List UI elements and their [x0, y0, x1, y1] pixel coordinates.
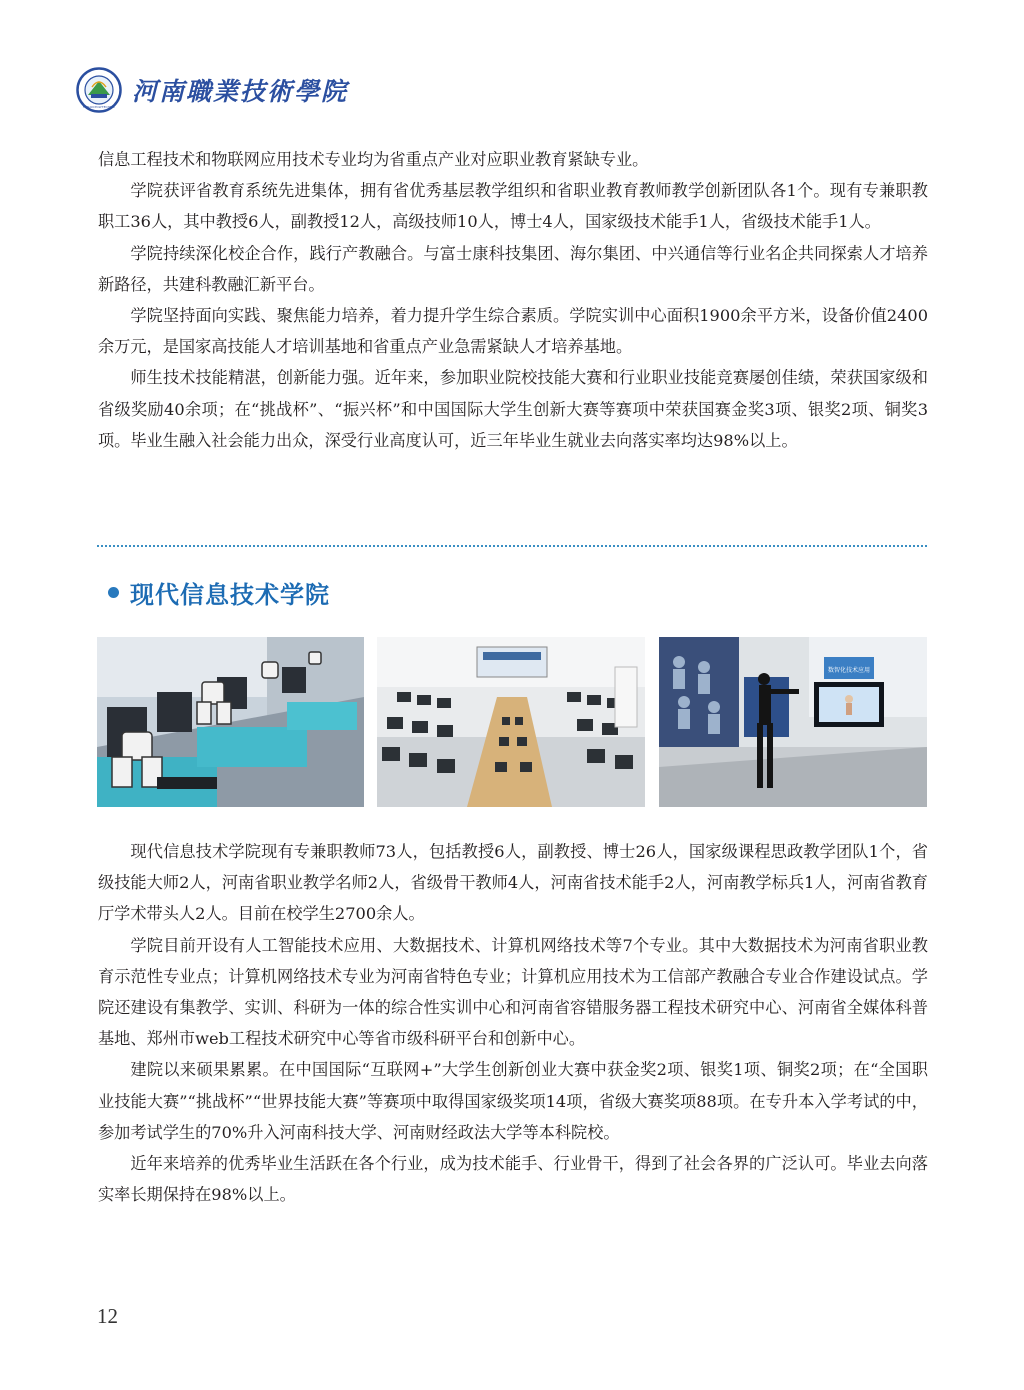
- photo-strip: [97, 637, 927, 807]
- svg-text:HENAN POLYTECHNIC: HENAN POLYTECHNIC: [82, 105, 116, 109]
- section-title: 现代信息技术学院: [130, 580, 330, 609]
- section-paragraph: 近年来培养的优秀毕业生活跃在各个行业，成为技术能手、行业骨干，得到了社会各界的广泛认可。毕业去向落实率长期保持在98%以上。: [98, 1154, 928, 1205]
- intro-paragraph: 师生技术技能精湛，创新能力强。近年来，参加职业院校技能大赛和行业职业技能竞赛屡创佳绩，荣获国家级和省级奖励40余项；在“挑战杯”、“振兴杯”和中国国际大学生创新大赛等赛项中荣获国赛金奖3项、银奖2项、铜奖3项。毕业生融入社会能力出众，深受行业高度认可，近三年毕业生就业去向落实率均达98%以上。: [98, 368, 928, 450]
- photo-robot-lab: [97, 637, 364, 807]
- svg-text:数智化技术应用: 数智化技术应用: [827, 667, 871, 674]
- intro-paragraph: 学院获评省教育系统先进集体，拥有省优秀基层教学组织和省职业教育教师教学创新团队各1个。现有专兼职教职工36人，其中教授6人，副教授12人，高级技师10人，博士4人，国家级技术能手1人，省级技术能手1人。: [98, 181, 928, 232]
- intro-paragraph: 信息工程技术和物联网应用技术专业均为省重点产业对应职业教育紧缺专业。: [98, 150, 649, 169]
- section-divider: [97, 545, 927, 547]
- section-heading: [108, 574, 330, 610]
- header: [76, 66, 348, 114]
- school-name: 河南職業技術學院: [132, 77, 349, 106]
- section-paragraph: 建院以来硕果累累。在中国国际“互联网+”大学生创新创业大赛中获金奖2项、银奖1项、铜奖2项；在“全国职业技能大赛”“挑战杯”“世界技能大赛”等赛项中取得国家级奖项14项，省级大赛奖项88项。在专升本入学考试的中，参加考试学生的70%升入河南科技大学、河南财经政法大学等本科院校。: [98, 1060, 928, 1142]
- intro-paragraph: 学院坚持面向实践、聚焦能力培养，着力提升学生综合素质。学院实训中心面积1900余平方米，设备价值2400余万元，是国家高技能人才培训基地和省重点产业急需紧缺人才培养基地。: [98, 306, 928, 357]
- section-paragraph: 现代信息技术学院现有专兼职教师73人，包括教授6人，副教授、博士26人，国家级课程思政教学团队1个，省级技能大师2人，河南省职业教学名师2人，省级骨干教师4人，河南省技术能手2人，河南教学标兵1人，河南省教育厅学术带头人2人。目前在校学生2700余人。: [98, 842, 928, 924]
- school-logo: [76, 67, 122, 113]
- intro-text: [98, 144, 928, 456]
- bullet-dot-icon: [108, 587, 119, 598]
- photo-computer-room: [377, 637, 645, 807]
- section-text: [98, 836, 928, 1210]
- intro-paragraph: 学院持续深化校企合作，践行产教融合。与富士康科技集团、海尔集团、中兴通信等行业名企共同探索人才培养新路径，共建科教融汇新平台。: [98, 243, 928, 294]
- page-number: 12: [97, 1304, 118, 1328]
- section-paragraph: 学院目前开设有人工智能技术应用、大数据技术、计算机网络技术等7个专业。其中大数据技术为河南省职业教育示范性专业点；计算机网络技术专业为河南省特色专业；计算机应用技术为工信部产教融合专业合作建设试点。学院还建设有集教学、实训、科研为一体的综合性实训中心和河南省容错服务器工程技术研究中心、河南省全媒体科普基地、郑州市web工程技术研究中心等省市级科研平台和创新中心。: [98, 935, 928, 1049]
- photo-motion-capture: [659, 637, 927, 807]
